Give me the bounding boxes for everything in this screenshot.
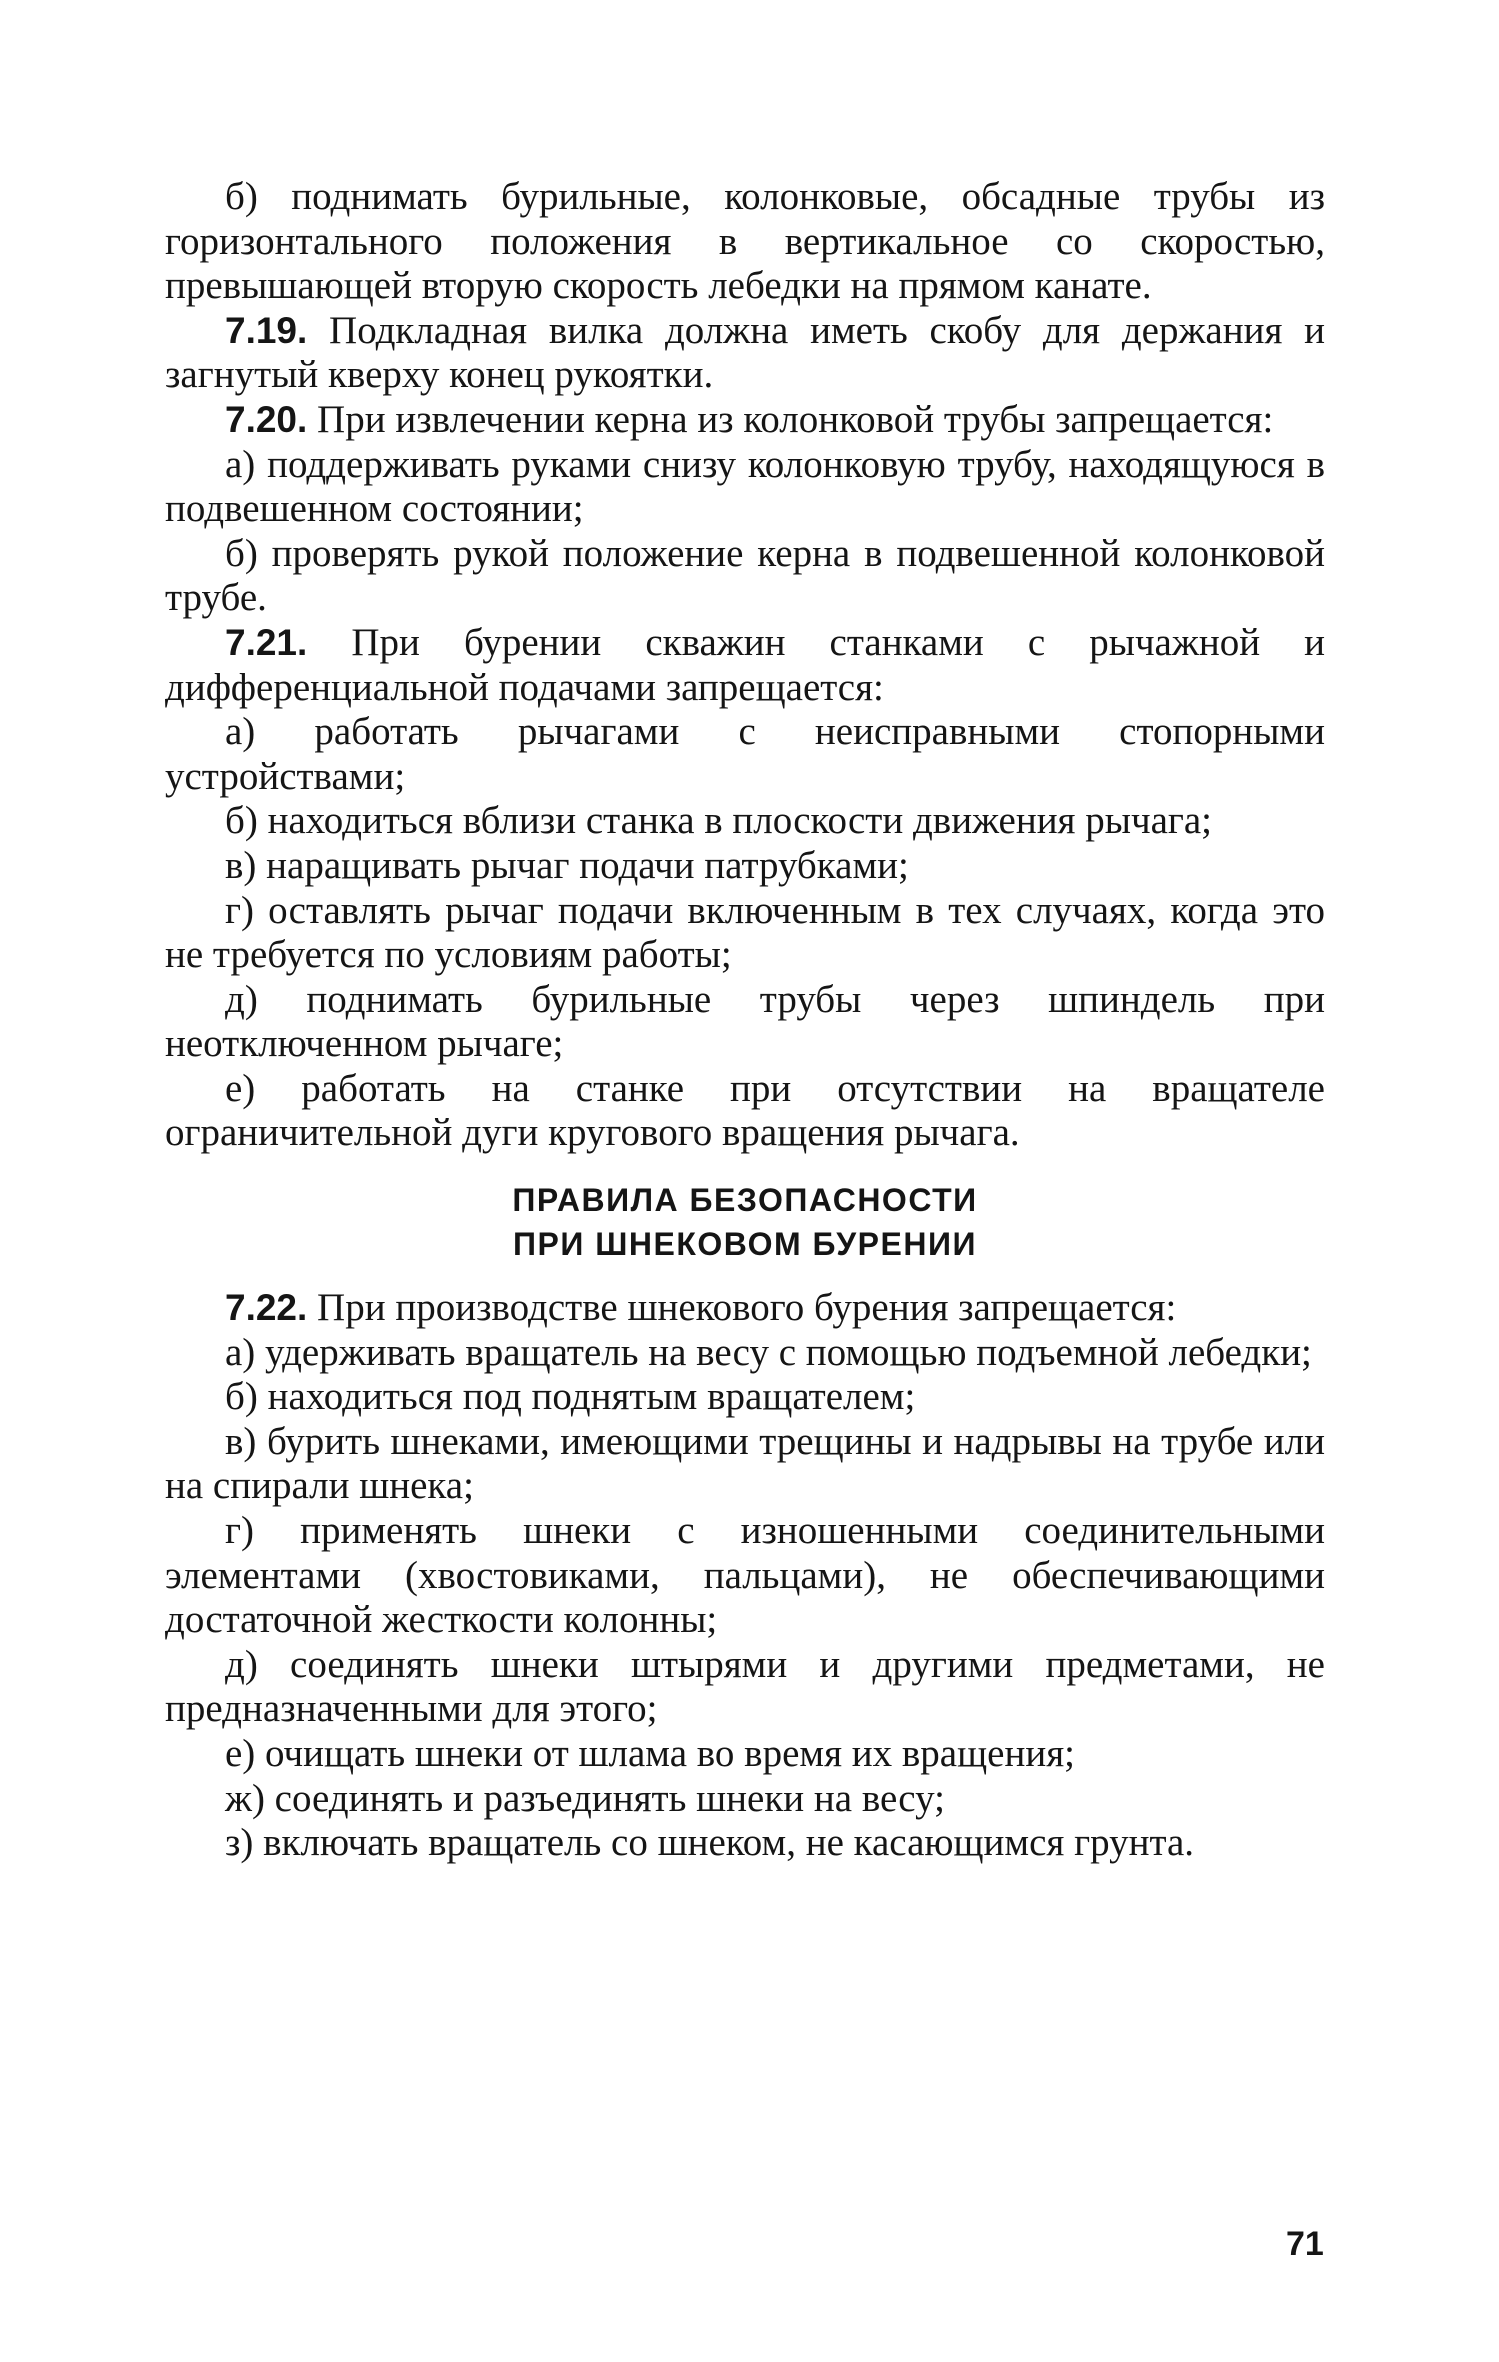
list-item: б) проверять рукой положение керна в подвешенной колонковой трубе. xyxy=(165,531,1325,620)
paragraph-text: При извлечении керна из колонковой трубы запрещается: xyxy=(317,397,1274,441)
heading-line: ПРАВИЛА БЕЗОПАСНОСТИ xyxy=(512,1182,978,1219)
paragraph-number: 7.22. xyxy=(225,1287,308,1329)
list-item: е) очищать шнеки от шлама во время их вращения; xyxy=(225,1732,1075,1775)
paragraph-number: 7.20. xyxy=(225,398,308,440)
list-item: в) бурить шнеками, имеющими трещины и надрывы на трубе или на спирали шнека; xyxy=(165,1419,1325,1508)
list-item: а) работать рычагами с неисправными стопорными устройствами; xyxy=(165,710,1325,798)
list-item: а) удерживать вращатель на весу с помощью подъемной лебедки; xyxy=(225,1330,1312,1374)
heading-line: ПРИ ШНЕКОВОМ БУРЕНИИ xyxy=(513,1226,977,1263)
paragraph-text: При бурении скважин станками с рычажной и дифференциальной подачами запрещается: xyxy=(165,620,1326,709)
document-page xyxy=(165,175,1325,1866)
paragraph-7-20 xyxy=(165,398,1325,443)
list-item: д) соединять шнеки штырями и другими предметами, не предназначенными для этого; xyxy=(165,1642,1325,1731)
paragraph-7-22 xyxy=(165,1286,1325,1331)
list-item: г) применять шнеки с изношенными соединительными элементами (хвостовиками, пальцами), не обеспечивающими достаточной жесткости колонны; xyxy=(165,1509,1325,1642)
list-item: б) находиться вблизи станка в плоскости движения рычага; xyxy=(225,799,1213,843)
list-item: з) включать вращатель со шнеком, не касающимся грунта. xyxy=(225,1821,1195,1865)
item-b-pipes: б) поднимать бурильные, колонковые, обсадные трубы из горизонтального положения в вертикальное со скоростью, превышающей вторую скорость лебедки на прямом канате. xyxy=(165,175,1325,308)
list-item: е) работать на станке при отсутствии на вращателе ограничительной дуги кругового вращения рычага. xyxy=(165,1066,1325,1155)
page-number: 71 xyxy=(1286,2225,1324,2263)
list-item: а) поддерживать руками снизу колонковую трубу, находящуюся в подвешенном состоянии; xyxy=(165,442,1325,531)
section-heading xyxy=(165,1178,1325,1266)
list-item: б) находиться под поднятым вращателем; xyxy=(225,1375,916,1419)
paragraph-number: 7.19. xyxy=(225,309,308,351)
list-item: в) наращивать рычаг подачи патрубками; xyxy=(225,843,909,887)
list-item: д) поднимать бурильные трубы через шпиндель при неотключенном рычаге; xyxy=(165,977,1325,1066)
paragraph-7-19 xyxy=(165,309,1325,398)
paragraph-7-21 xyxy=(165,621,1325,710)
list-item: ж) соединять и разъединять шнеки на весу; xyxy=(225,1776,945,1820)
list-item: г) оставлять рычаг подачи включенным в тех случаях, когда это не требуется по условиям работы; xyxy=(165,888,1325,977)
paragraph-number: 7.21. xyxy=(225,621,308,663)
paragraph-text: Подкладная вилка должна иметь скобу для держания и загнутый кверху конец рукоятки. xyxy=(165,308,1326,397)
paragraph-text: При производстве шнекового бурения запрещается: xyxy=(317,1286,1177,1330)
